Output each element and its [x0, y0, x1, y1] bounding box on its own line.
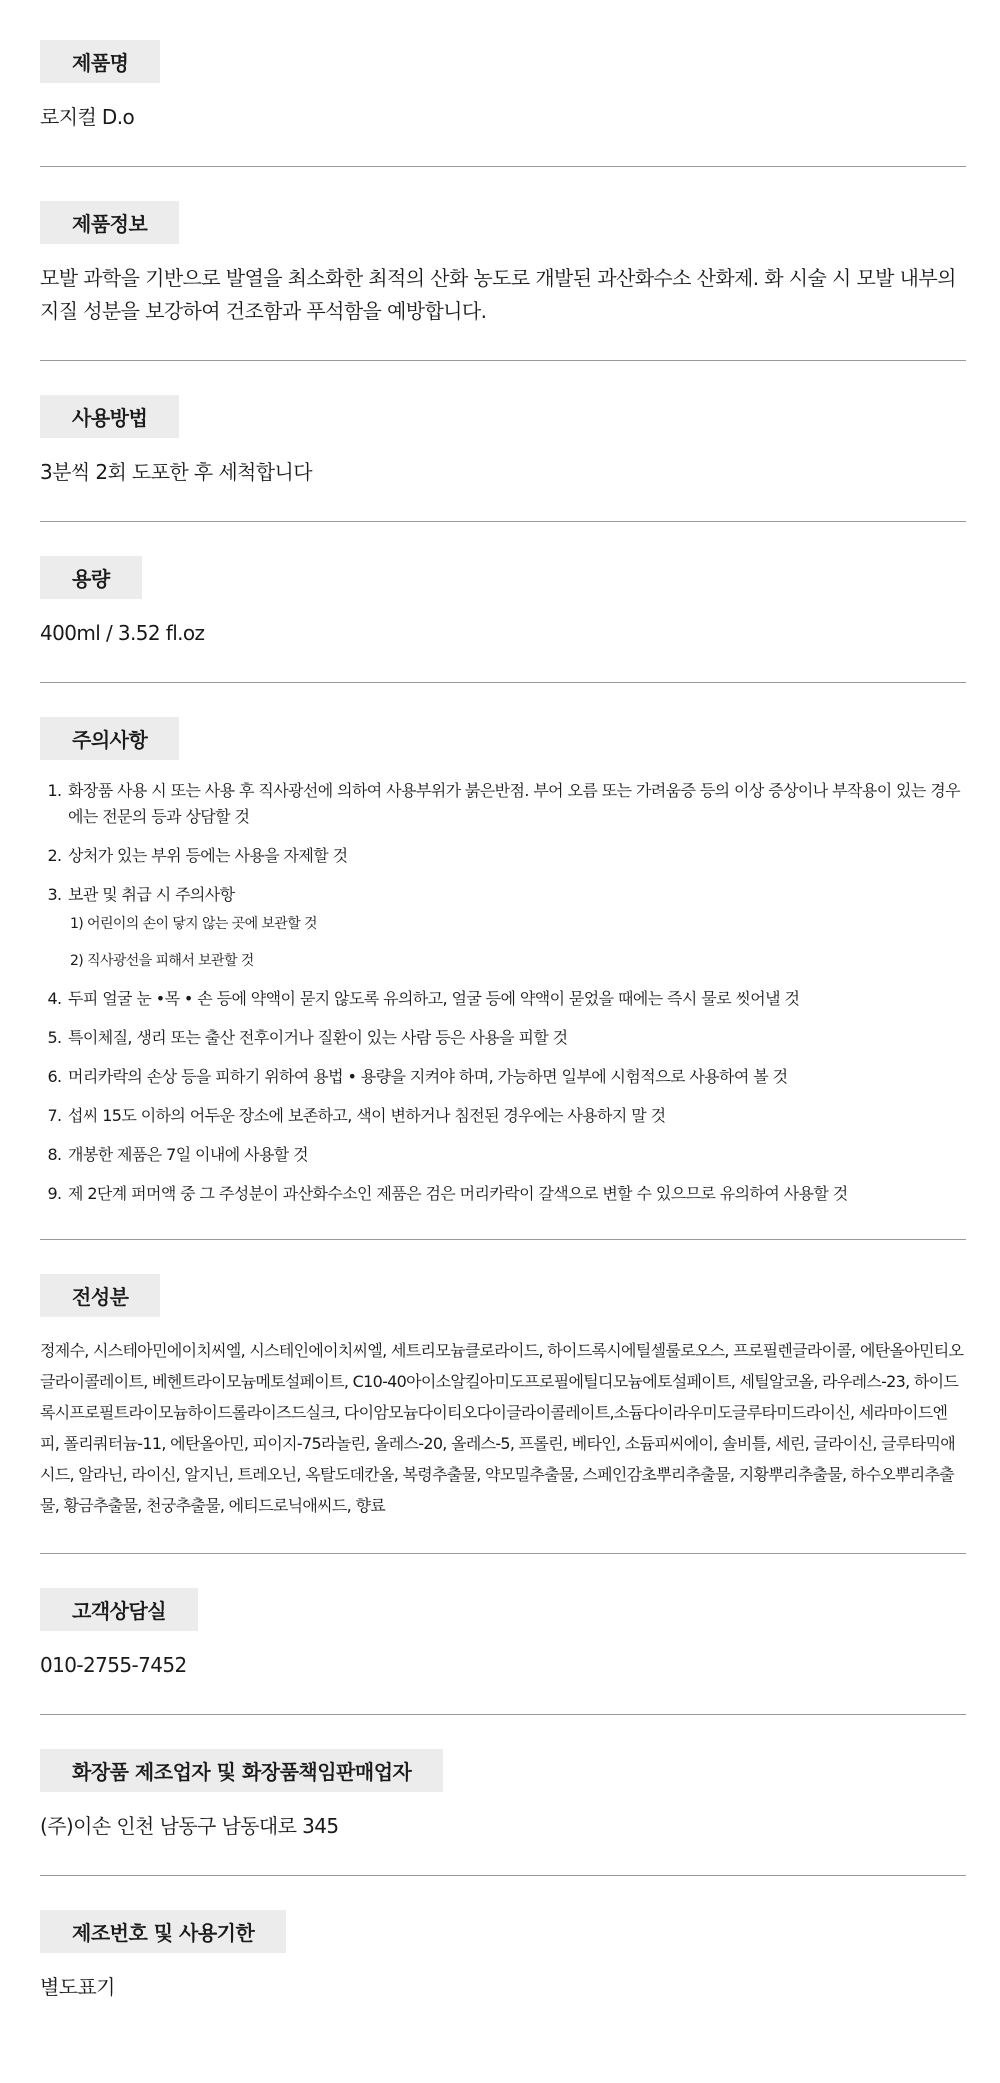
lot-expiry-label: 제조번호 및 사용기한: [40, 1910, 286, 1953]
storage-sub-item: 1) 어린이의 손이 닿지 않는 곳에 보관할 것: [70, 916, 317, 932]
manufacturer-section: [40, 1749, 966, 1876]
caution-item-storage: [66, 882, 966, 973]
usage-value: 3분씩 2회 도포한 후 세척합니다: [40, 460, 312, 484]
manufacturer-value: (주)이손 인천 남동구 남동대로 345: [40, 1814, 339, 1838]
storage-sub-item: 2) 직사광선을 피해서 보관할 것: [70, 953, 254, 969]
customer-service-label: 고객상담실: [40, 1588, 198, 1631]
usage-section: [40, 395, 966, 522]
caution-item: 2. 상처가 있는 부위 등에는 사용을 자제할 것: [66, 843, 966, 869]
product-info-label: 제품정보: [40, 201, 179, 244]
caution-item: 7. 섭씨 15도 이하의 어두운 장소에 보존하고, 색이 변하거나 침전된 경우에는 사용하지 말 것: [66, 1103, 966, 1129]
product-name-section: [40, 40, 966, 167]
cautions-section: [40, 717, 966, 1240]
product-name-label: 제품명: [40, 40, 160, 83]
caution-item: 8. 개봉한 제품은 7일 이내에 사용할 것: [66, 1142, 966, 1168]
caution-item: 6. 머리카락의 손상 등을 피하기 위하여 용법 • 용량을 지켜야 하며, 가능하면 일부에 시험적으로 사용하여 볼 것: [66, 1064, 966, 1090]
storage-sub-list: [68, 912, 966, 973]
ingredients-label: 전성분: [40, 1274, 160, 1317]
customer-service-section: [40, 1588, 966, 1715]
caution-item: 9. 제 2단계 퍼머액 중 그 주성분이 과산화수소인 제품은 검은 머리카락이 갈색으로 변할 수 있으므로 유의하여 사용할 것: [66, 1181, 966, 1207]
product-info-section: [40, 201, 966, 361]
customer-service-phone: 010-2755-7452: [40, 1653, 187, 1677]
caution-item: 4. 두피 얼굴 눈 •목 • 손 등에 약액이 묻지 않도록 유의하고, 얼굴 등에 약액이 묻었을 때에는 즉시 물로 씻어낼 것: [66, 986, 966, 1012]
capacity-label: 용량: [40, 556, 142, 599]
caution-item: 1. 화장품 사용 시 또는 사용 후 직사광선에 의하여 사용부위가 붉은반점. 부어 오름 또는 가려움증 등의 이상 증상이나 부작용이 있는 경우에는 전문의 등과 상담할 것: [66, 778, 966, 830]
caution-item: 5. 특이체질, 생리 또는 출산 전후이거나 질환이 있는 사람 등은 사용을 피할 것: [66, 1025, 966, 1051]
capacity-value: 400ml / 3.52 fl.oz: [40, 621, 205, 645]
lot-expiry-section: [40, 1910, 966, 2036]
caution-item-text: 보관 및 취급 시 주의사항: [68, 885, 235, 904]
usage-label: 사용방법: [40, 395, 179, 438]
lot-expiry-value: 별도표기: [40, 1975, 115, 1999]
product-info-value: 모발 과학을 기반으로 발열을 최소화한 최적의 산화 농도로 개발된 과산화수소 산화제. 화 시술 시 모발 내부의 지질 성분을 보강하여 건조함과 푸석함을 예방합니다.: [40, 266, 956, 323]
product-name-value: 로지컬 D.o: [40, 105, 135, 129]
cautions-label: 주의사항: [40, 717, 179, 760]
ingredients-value: 정제수, 시스테아민에이치씨엘, 시스테인에이치씨엘, 세트리모늄클로라이드, 하이드록시에틸셀룰로오스, 프로필렌글라이콜, 에탄올아민티오글라이콜레이트, 베헨트라이모늄메토설페이트, C10-40아이소알킬아미도프로필에틸디모늄에토설페이트, 세틸알코올, 라우레스-23, 하이드록시프로필트라이모늄하이드롤라이즈드실크, 다이암모늄다이티오다이글라이콜레이트,소듐다이라우미도글루타미드라이신, 세라마이드엔피, 폴리쿼터늄-11, 에탄올아민, 피이지-75라놀린, 올레스-20, 올레스-5, 프롤린, 베타인, 소듐피씨에이, 솔비틀, 세린, 글라이신, 글루타믹애시드, 알라닌, 라이신, 알지닌, 트레오닌, 옥탈도데칸올, 복령추출물, 약모밀추출물, 스페인감초뿌리추출물, 지황뿌리추출물, 하수오뿌리추출물, 황금추출물, 천궁추출물, 에티드로닉애씨드, 향료: [40, 1341, 964, 1515]
capacity-section: [40, 556, 966, 683]
manufacturer-label: 화장품 제조업자 및 화장품책임판매업자: [40, 1749, 443, 1792]
ingredients-section: [40, 1274, 966, 1554]
cautions-list: [40, 778, 966, 1207]
